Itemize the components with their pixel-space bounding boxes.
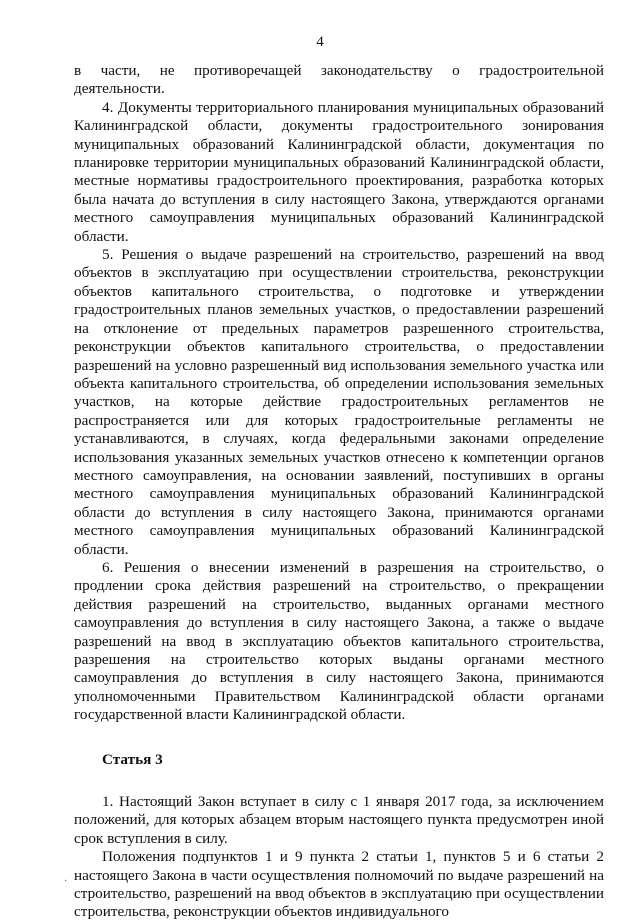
paragraph-item-4: 4. Документы территориального планирования муниципальных образований Калининградской области, документы градостроительного зонирования муниципальных образований Калининградской области, документация по планировке территории муниципальных образований Калининградской области, местные нормативы градостроительного проектирования, разработка которых была начата до вступления в силу настоящего Закона, утверждаются органами местного самоуправления муниципальных образований Калининградской области. [74,98,604,245]
scan-mark: · [64,876,68,887]
paragraph-article3-item-1: 1. Настоящий Закон вступает в силу с 1 января 2017 года, за исключением положений, для которых абзацем вторым настоящего пункта предусмотрен иной срок вступления в силу. [74,793,604,847]
page-number: 4 [316,34,324,50]
article-heading: Статья 3 [102,750,163,768]
document-body [74,62,604,922]
paragraph-item-5: 5. Решения о выдаче разрешений на строительство, разрешений на ввод объектов в эксплуатацию при осуществлении строительства, реконструкции объектов капитального строительства, о подготовке и утверждении градостроительных планов земельных участков, о предоставлении разрешений на отклонение от предельных параметров разрешенного строительства, реконструкции объектов капитального строительства, о предоставлении разрешений на условно разрешенный вид использования земельного участка или объекта капитального строительства, об определении использования земельных участков, на которые действие градостроительных регламентов не распространяется или для которых градостроительные регламенты не устанавливаются, в случаях, когда федеральными законами определение использования указанных земельных участков отнесено к компетенции органов местного самоуправления, на основании заявлений, поступивших в органы местного самоуправления муниципальных образований Калининградской области до вступления в силу настоящего Закона, принимаются органами местного самоуправления муниципальных образований Калининградской области. [74,246,604,558]
paragraph-item-6: 6. Решения о внесении изменений в разрешения на строительство, о продлении срока действия разрешений на строительство, о прекращении действия разрешений на строительство, выданных органами местного самоуправления до вступления в силу настоящего Закона, а также о выдаче разрешений на ввод в эксплуатацию объектов капитального строительства, разрешения на строительство которых выданы органами местного самоуправления до вступления в силу настоящего Закона, принимаются уполномоченными Правительством Калининградской области органами государственной власти Калининградской области. [74,558,604,724]
paragraph-continuation: в части, не противоречащей законодательству о градостроительной деятельности. [74,62,604,98]
paragraph-article3-continuation: Положения подпунктов 1 и 9 пункта 2 статьи 1, пунктов 5 и 6 статьи 2 настоящего Закона в части осуществления полномочий по выдаче разрешений на строительство, разрешений на ввод объектов в эксплуатацию при осуществлении строительства, реконструкции объектов индивидуального [74,848,604,921]
